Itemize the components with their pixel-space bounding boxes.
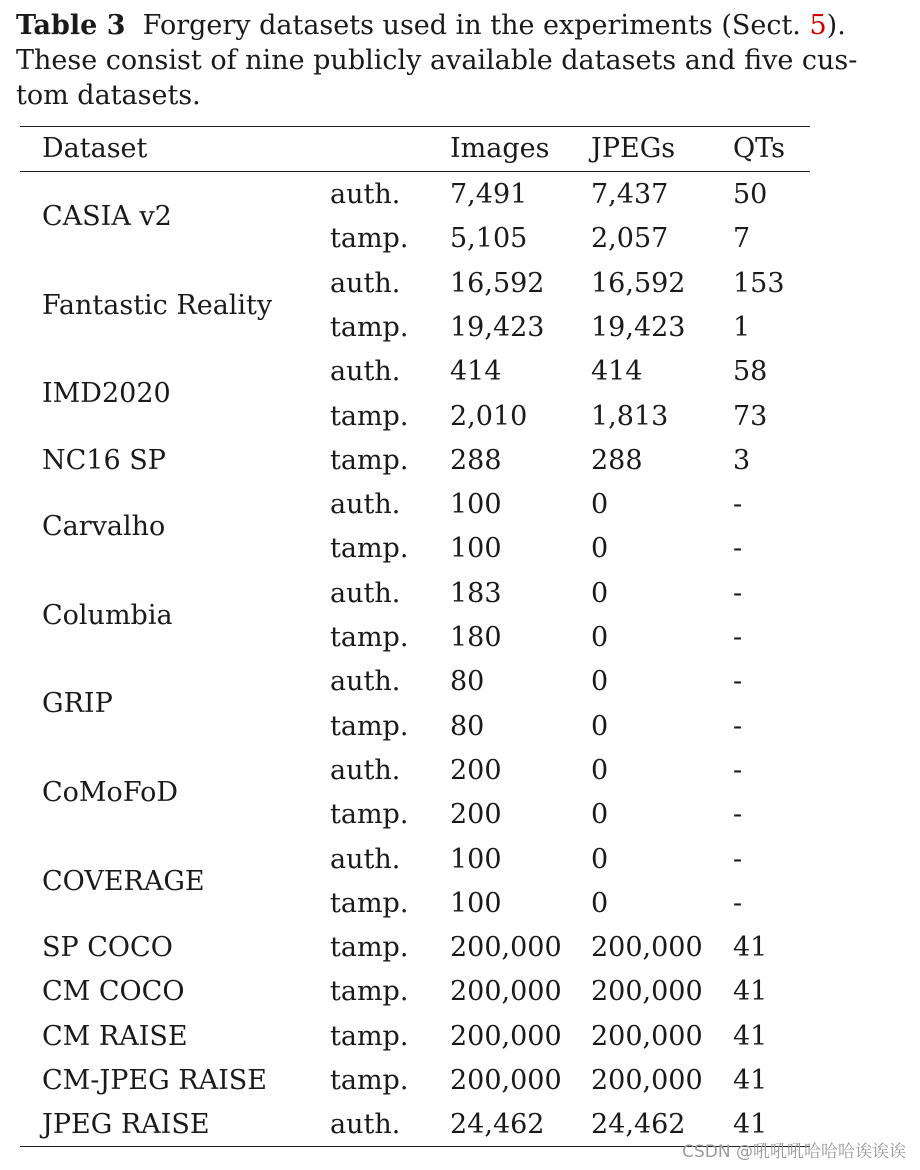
images-cell: 200 xyxy=(450,799,502,831)
qts-cell: - xyxy=(733,666,743,698)
section-reference-link[interactable]: 5 xyxy=(809,10,827,41)
qts-cell: 3 xyxy=(733,444,751,476)
images-cell: 200,000 xyxy=(450,976,562,1008)
subset-cell: tamp. xyxy=(330,799,409,831)
subset-cell: tamp. xyxy=(330,622,409,653)
dataset-name-cell: CM RAISE xyxy=(42,1020,188,1052)
qts-cell: - xyxy=(733,843,743,875)
qts-cell: 7 xyxy=(733,223,751,255)
header-dataset: Dataset xyxy=(42,133,148,164)
jpegs-cell: 0 xyxy=(591,799,609,831)
caption-text-continued: ). These consist of nine publicly available datasets and five cus- tom datasets. xyxy=(16,10,858,111)
images-cell: 200 xyxy=(450,754,502,786)
images-cell: 200,000 xyxy=(450,932,562,964)
qts-cell: - xyxy=(733,887,743,919)
qts-cell: - xyxy=(733,533,743,565)
images-cell: 100 xyxy=(450,887,502,919)
subset-cell: auth. xyxy=(330,666,401,698)
subset-cell: auth. xyxy=(330,356,401,388)
jpegs-cell: 0 xyxy=(591,533,609,565)
qts-cell: 58 xyxy=(733,356,768,388)
subset-cell: tamp. xyxy=(330,400,409,432)
jpegs-cell: 200,000 xyxy=(591,976,703,1008)
images-cell: 2,010 xyxy=(450,400,528,432)
jpegs-cell: 24,462 xyxy=(591,1109,686,1141)
jpegs-cell: 288 xyxy=(591,444,643,476)
images-cell: 100 xyxy=(450,489,502,521)
subset-cell: auth. xyxy=(330,179,401,210)
subset-cell: tamp. xyxy=(330,533,409,565)
qts-cell: 41 xyxy=(733,1020,768,1052)
dataset-name-cell: COVERAGE xyxy=(42,865,205,897)
dataset-name-cell: CM COCO xyxy=(42,976,185,1008)
qts-cell: - xyxy=(733,754,743,786)
subset-cell: tamp. xyxy=(330,887,409,919)
images-cell: 80 xyxy=(450,710,485,742)
qts-cell: 41 xyxy=(733,976,768,1008)
jpegs-cell: 200,000 xyxy=(591,932,703,964)
qts-cell: 41 xyxy=(733,1109,768,1141)
images-cell: 288 xyxy=(450,444,502,476)
images-cell: 200,000 xyxy=(450,1065,562,1096)
jpegs-cell: 0 xyxy=(591,489,609,521)
subset-cell: tamp. xyxy=(330,710,409,742)
images-cell: 80 xyxy=(450,666,485,698)
images-cell: 7,491 xyxy=(450,179,528,210)
subset-cell: tamp. xyxy=(330,1065,409,1096)
table-caption xyxy=(16,8,896,113)
images-cell: 183 xyxy=(450,577,502,609)
subset-cell: tamp. xyxy=(330,1020,409,1052)
jpegs-cell: 200,000 xyxy=(591,1065,703,1096)
qts-cell: - xyxy=(733,577,743,609)
qts-cell: - xyxy=(733,622,743,653)
qts-cell: - xyxy=(733,799,743,831)
jpegs-cell: 0 xyxy=(591,710,609,742)
jpegs-cell: 0 xyxy=(591,666,609,698)
table-top-rule xyxy=(20,126,810,127)
dataset-name-cell: SP COCO xyxy=(42,932,173,964)
jpegs-cell: 2,057 xyxy=(591,223,669,255)
dataset-name-cell: JPEG RAISE xyxy=(42,1109,210,1141)
dataset-name-cell: Fantastic Reality xyxy=(42,289,273,321)
qts-cell: - xyxy=(733,489,743,521)
dataset-name-cell: IMD2020 xyxy=(42,378,171,410)
table-label: Table 3 xyxy=(16,10,126,41)
qts-cell: 50 xyxy=(733,179,768,210)
subset-cell: auth. xyxy=(330,1109,401,1141)
images-cell: 180 xyxy=(450,622,502,653)
header-jpegs: JPEGs xyxy=(591,133,676,164)
subset-cell: auth. xyxy=(330,754,401,786)
jpegs-cell: 414 xyxy=(591,356,643,388)
qts-cell: 41 xyxy=(733,932,768,964)
jpegs-cell: 0 xyxy=(591,887,609,919)
qts-cell: 41 xyxy=(733,1065,768,1096)
jpegs-cell: 200,000 xyxy=(591,1020,703,1052)
dataset-name-cell: GRIP xyxy=(42,688,113,720)
watermark: CSDN @吼吼吼哈哈哈诶诶诶 xyxy=(682,1142,906,1162)
images-cell: 200,000 xyxy=(450,1020,562,1052)
subset-cell: auth. xyxy=(330,267,401,299)
subset-cell: tamp. xyxy=(330,444,409,476)
subset-cell: auth. xyxy=(330,489,401,521)
table-header-rule xyxy=(20,171,810,172)
images-cell: 16,592 xyxy=(450,267,545,299)
images-cell: 19,423 xyxy=(450,311,545,343)
dataset-name-cell: CM-JPEG RAISE xyxy=(42,1065,267,1096)
dataset-name-cell: Carvalho xyxy=(42,511,166,543)
header-images: Images xyxy=(450,133,550,164)
qts-cell: 1 xyxy=(733,311,751,343)
images-cell: 100 xyxy=(450,533,502,565)
jpegs-cell: 0 xyxy=(591,843,609,875)
images-cell: 24,462 xyxy=(450,1109,545,1141)
jpegs-cell: 7,437 xyxy=(591,179,669,210)
jpegs-cell: 0 xyxy=(591,622,609,653)
qts-cell: - xyxy=(733,710,743,742)
images-cell: 100 xyxy=(450,843,502,875)
qts-cell: 153 xyxy=(733,267,785,299)
qts-cell: 73 xyxy=(733,400,768,432)
jpegs-cell: 0 xyxy=(591,754,609,786)
jpegs-cell: 16,592 xyxy=(591,267,686,299)
images-cell: 5,105 xyxy=(450,223,528,255)
dataset-name-cell: NC16 SP xyxy=(42,444,166,476)
dataset-name-cell: CASIA v2 xyxy=(42,201,172,233)
header-qts: QTs xyxy=(733,133,786,164)
jpegs-cell: 19,423 xyxy=(591,311,686,343)
jpegs-cell: 1,813 xyxy=(591,400,669,432)
subset-cell: tamp. xyxy=(330,311,409,343)
subset-cell: tamp. xyxy=(330,932,409,964)
dataset-name-cell: CoMoFoD xyxy=(42,777,178,809)
subset-cell: tamp. xyxy=(330,976,409,1008)
caption-text: Forgery datasets used in the experiments (Sect. xyxy=(125,10,810,41)
jpegs-cell: 0 xyxy=(591,577,609,609)
images-cell: 414 xyxy=(450,356,502,388)
subset-cell: auth. xyxy=(330,577,401,609)
subset-cell: auth. xyxy=(330,843,401,875)
subset-cell: tamp. xyxy=(330,223,409,255)
dataset-name-cell: Columbia xyxy=(42,599,173,631)
